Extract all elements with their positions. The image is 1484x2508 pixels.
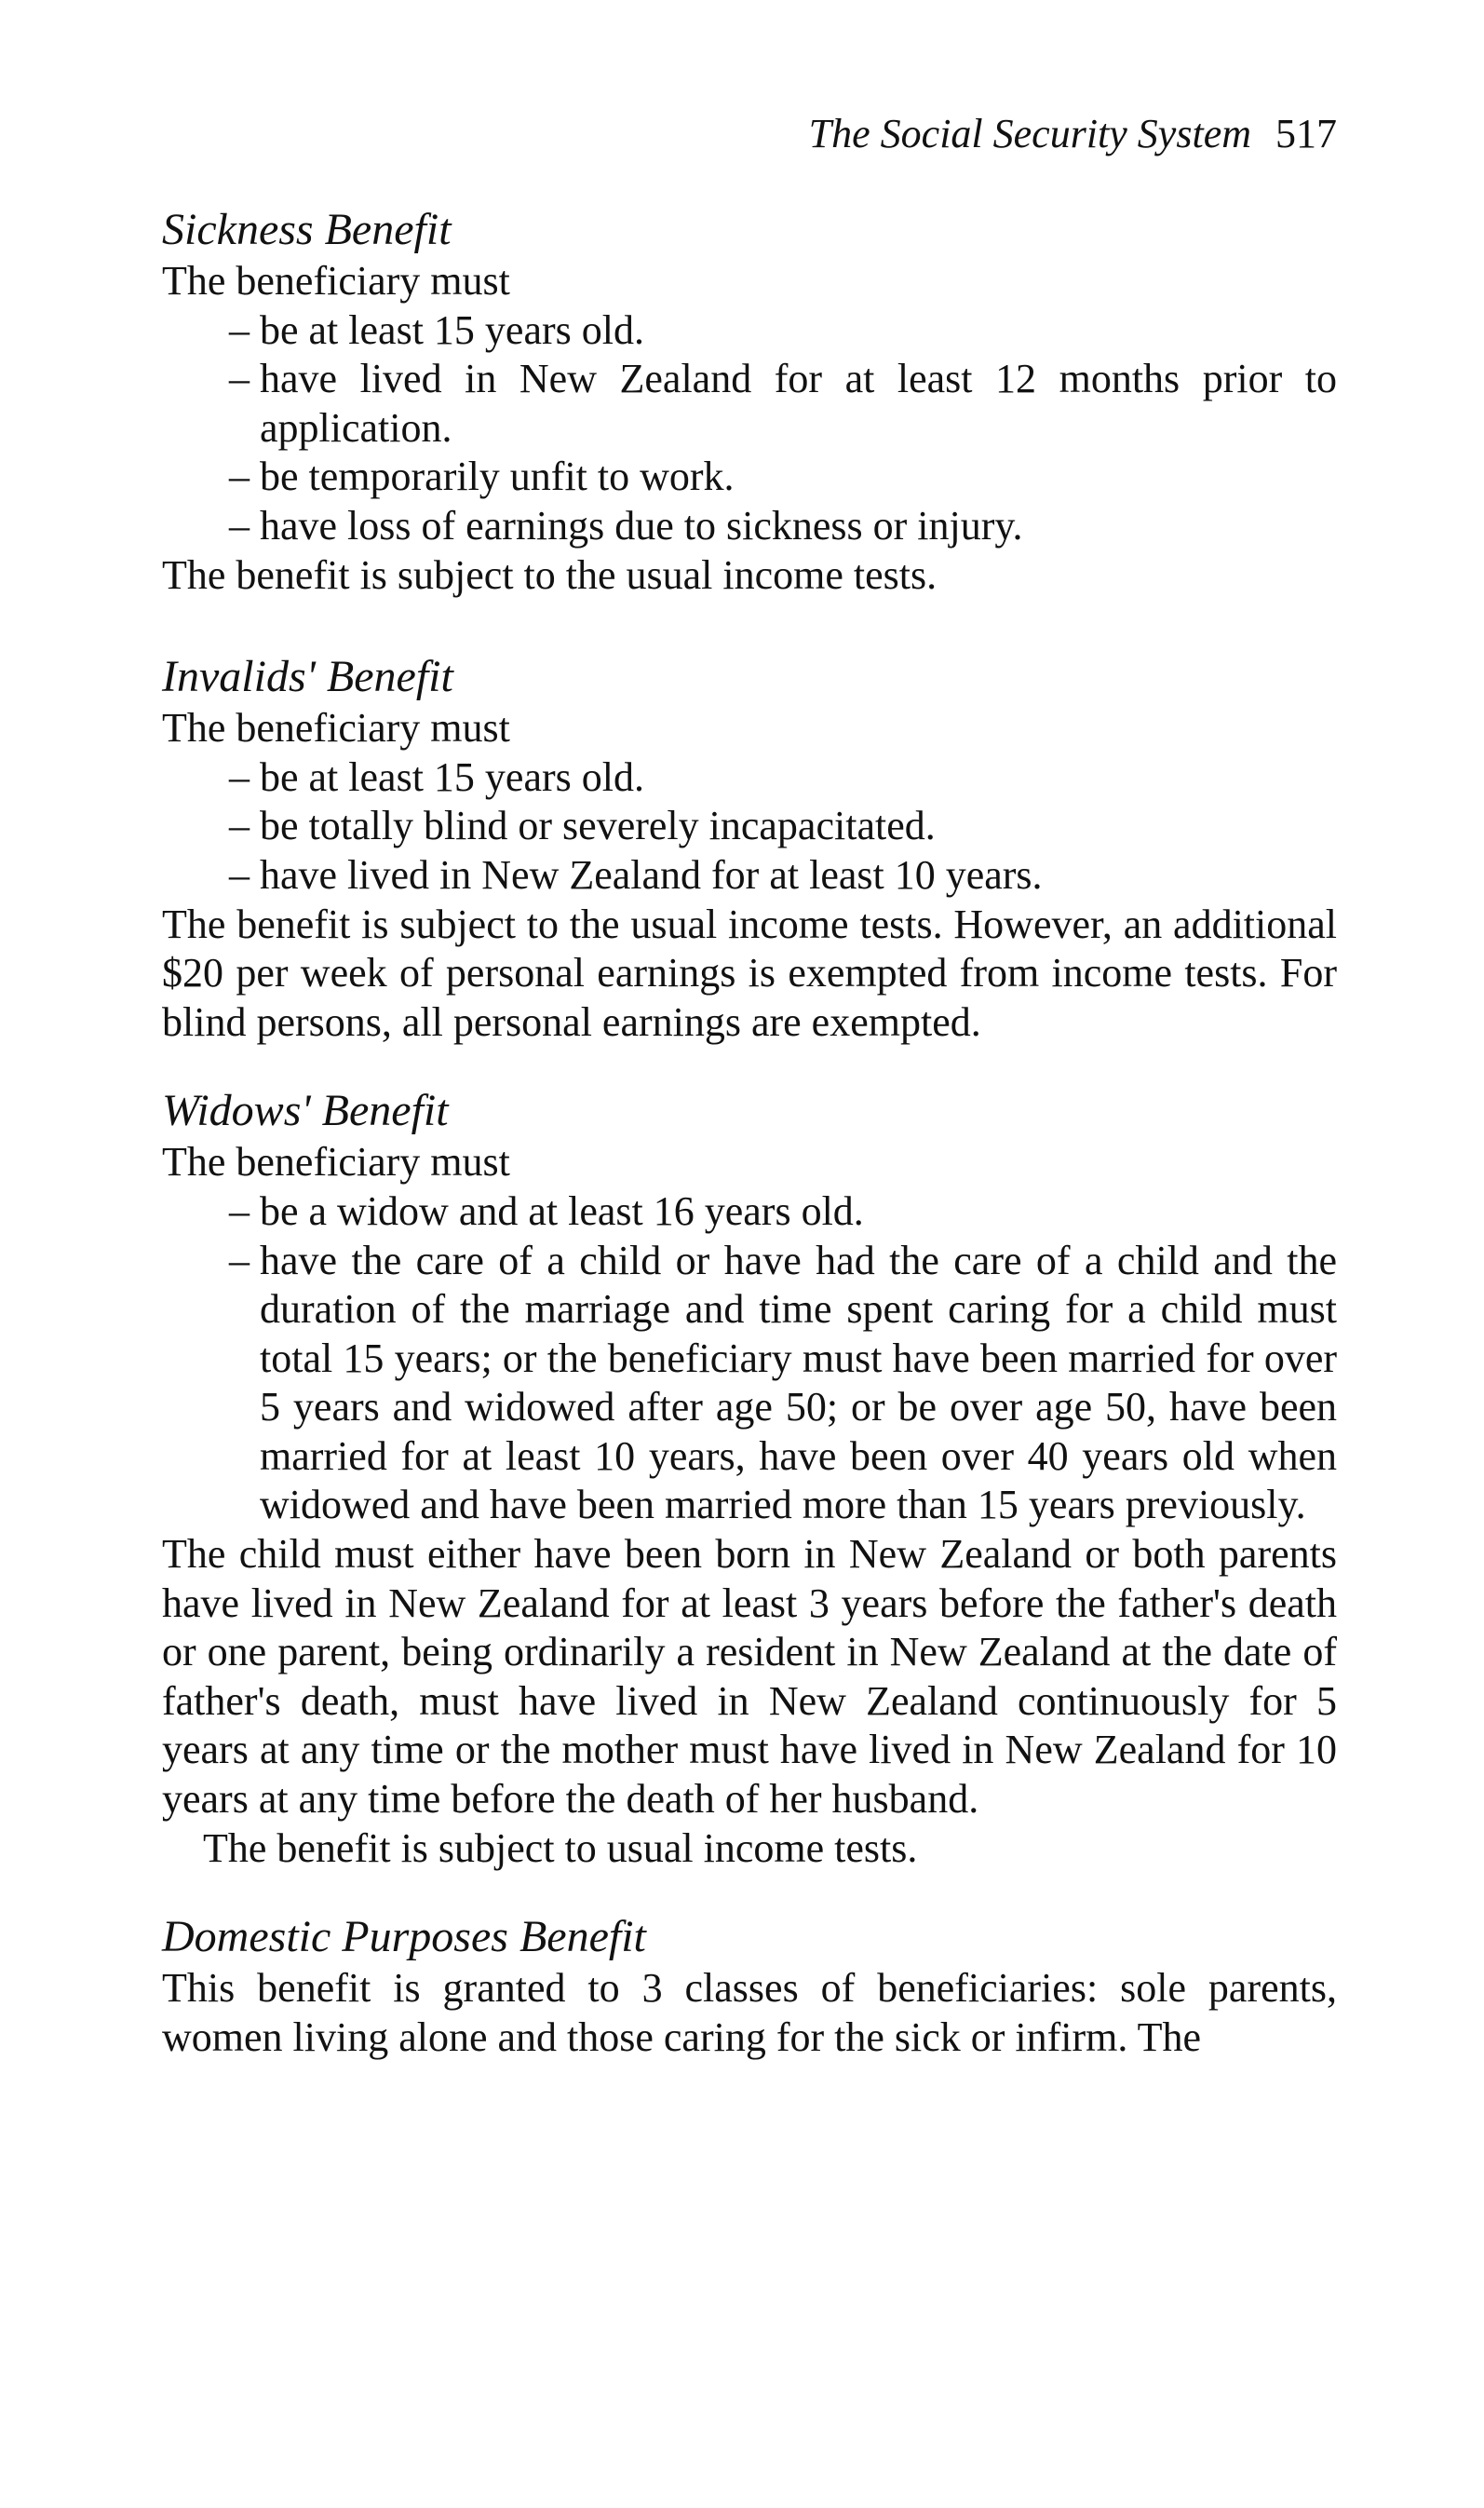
section-closing-note: The benefit is subject to usual income tests. — [203, 1824, 918, 1871]
condition-item: – be temporarily unfit to work. — [229, 453, 1337, 502]
book-page — [162, 0, 1337, 2508]
condition-item: – be totally blind or severely incapacitated. — [229, 802, 1337, 851]
section-intro: The beneficiary must — [162, 258, 510, 304]
section-domestic-purposes-benefit — [162, 1910, 1337, 2062]
section-closing: The child must either have been born in New Zealand or both parents have lived in New Zealand for at least 3 years before the father's death or one parent, being ordinarily a resident in New Zealand at the date of father's death, must have lived in New Zealand continuously for 5 years at any time or the mother must have lived in New Zealand for 10 years at any time before the death of her husband. — [162, 1531, 1337, 1823]
section-closing: The benefit is subject to the usual income tests. — [162, 551, 938, 598]
section-closing: The benefit is subject to the usual income tests. However, an additional $20 per week of personal earnings is exempted from income tests. For blind persons, all personal earnings are exempted. — [162, 901, 1337, 1045]
condition-list — [162, 1187, 1337, 1530]
section-intro: The beneficiary must — [162, 1139, 510, 1186]
section-body: This benefit is granted to 3 classes of beneficiaries: sole parents, women living alone and those caring for the sick or infirm. The — [162, 1965, 1337, 2060]
section-sickness-benefit — [162, 203, 1337, 600]
section-intro: The beneficiary must — [162, 705, 510, 752]
condition-item: – be a widow and at least 16 years old. — [229, 1187, 1337, 1237]
section-title: Widows' Benefit — [162, 1086, 449, 1136]
section-title: Domestic Purposes Benefit — [162, 1912, 646, 1962]
condition-item: – be at least 15 years old. — [229, 753, 1337, 803]
condition-item: – have loss of earnings due to sickness or injury. — [229, 502, 1337, 551]
condition-list — [162, 753, 1337, 901]
section-title: Invalids' Benefit — [162, 652, 453, 702]
page-body — [162, 203, 1337, 2062]
condition-list — [162, 306, 1337, 551]
condition-item: – have lived in New Zealand for at least 12 months prior to application. — [229, 355, 1337, 453]
condition-item: – have the care of a child or have had the care of a child and the duration of the marriage and time spent caring for a child must total 15 years; or the beneficiary must have been married for over 5 years and widowed after age 50; or be over age 50, have been married for at least 10 years, have been over 40 years old when widowed and have been married more than 15 years previously. — [229, 1237, 1337, 1531]
section-title: Sickness Benefit — [162, 205, 452, 254]
section-invalids-benefit — [162, 650, 1337, 1047]
running-head-title: The Social Security System — [808, 111, 1251, 156]
condition-item: – be at least 15 years old. — [229, 306, 1337, 356]
running-head — [808, 111, 1337, 156]
section-widows-benefit — [162, 1084, 1337, 1873]
condition-item: – have lived in New Zealand for at least 10 years. — [229, 851, 1337, 901]
page-number: 517 — [1275, 111, 1337, 156]
